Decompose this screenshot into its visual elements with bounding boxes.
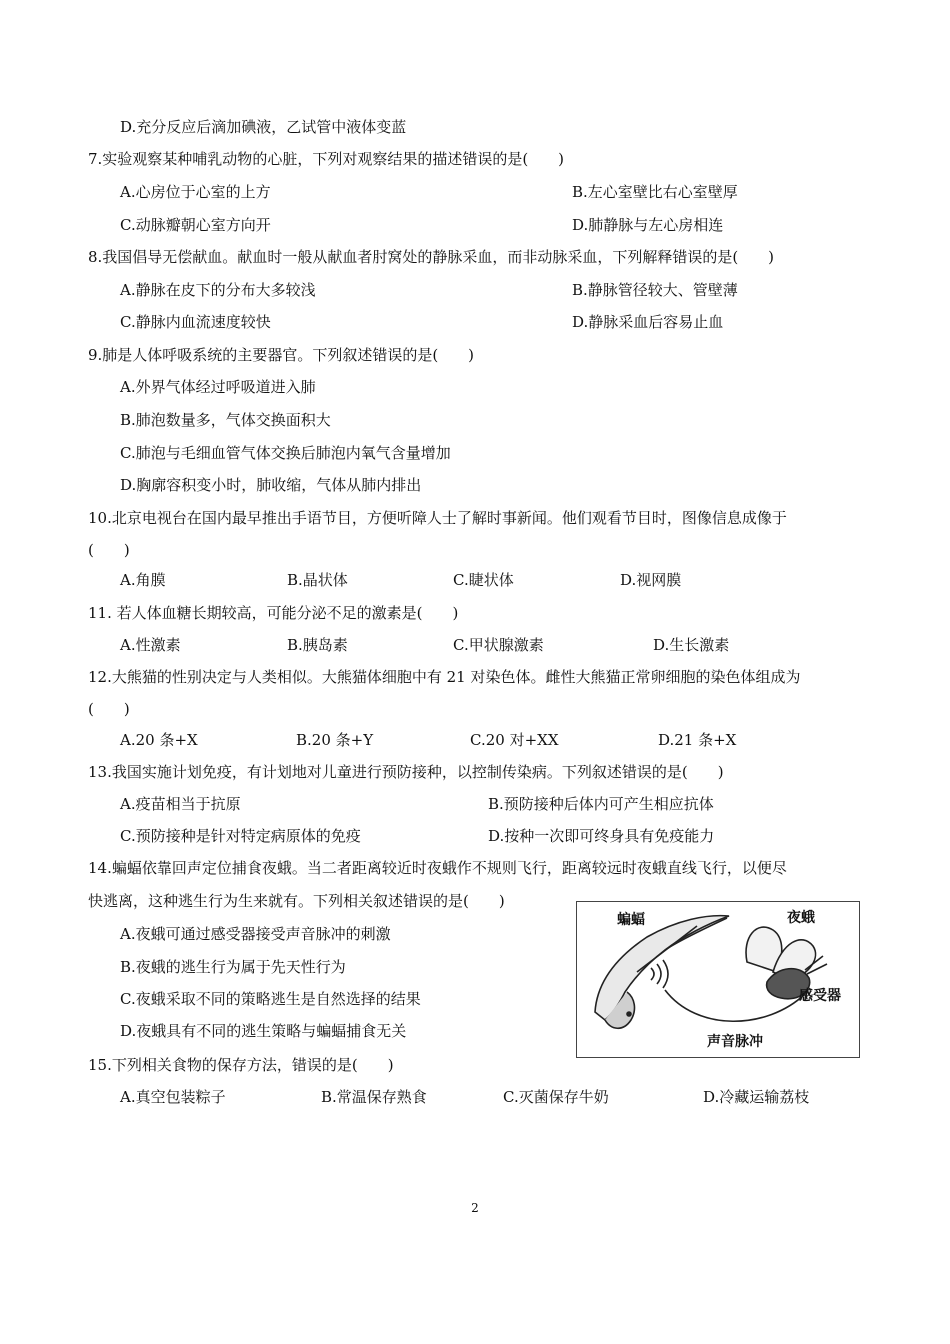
q13-stem: 13.我国实施计划免疫，有计划地对儿童进行预防接种，以控制传染病。下列叙述错误的是( )	[88, 763, 724, 781]
q12-option-c: C.20 对+XX	[470, 731, 559, 749]
q12-stem-line1: 12.大熊猫的性别决定与人类相似。大熊猫体细胞中有 21 对染色体。雌性大熊猫正常卵细胞的染色体组成为	[88, 668, 801, 686]
q8-option-a: A.静脉在皮下的分布大多较浅	[120, 281, 316, 299]
bat-moth-figure	[576, 901, 860, 1058]
q9-stem: 9.肺是人体呼吸系统的主要器官。下列叙述错误的是( )	[88, 346, 475, 364]
q13-option-a: A.疫苗相当于抗原	[120, 795, 241, 813]
q13-option-b: B.预防接种后体内可产生相应抗体	[488, 795, 714, 813]
q8-stem: 8.我国倡导无偿献血。献血时一般从献血者肘窝处的静脉采血，而非动脉采血，下列解释错误的是( )	[88, 248, 775, 266]
q15-stem: 15.下列相关食物的保存方法，错误的是( )	[88, 1056, 394, 1074]
q14-option-b: B.夜蛾的逃生行为属于先天性行为	[120, 958, 346, 976]
q15-option-b: B.常温保存熟食	[321, 1088, 427, 1106]
q7-option-a: A.心房位于心室的上方	[120, 183, 271, 201]
page-number: 2	[471, 1201, 479, 1215]
pulse-label: 声音脉冲	[707, 1034, 763, 1050]
q14-option-a: A.夜蛾可通过感受器接受声音脉冲的刺激	[120, 925, 391, 943]
q15-option-d: D.冷藏运输荔枝	[703, 1088, 810, 1106]
q12-stem-line2: ( )	[88, 700, 130, 718]
q8-option-c: C.静脉内血流速度较快	[120, 313, 271, 331]
q10-stem-line2: ( )	[88, 541, 130, 559]
q10-option-a: A.角膜	[120, 571, 166, 589]
q15-option-a: A.真空包装粽子	[120, 1088, 226, 1106]
q14-option-c: C.夜蛾采取不同的策略逃生是自然选择的结果	[120, 990, 421, 1008]
q14-option-d: D.夜蛾具有不同的逃生策略与蝙蝠捕食无关	[120, 1022, 407, 1040]
q7-stem: 7.实验观察某种哺乳动物的心脏，下列对观察结果的描述错误的是( )	[88, 150, 565, 168]
q14-stem-line2: 快逃离，这种逃生行为生来就有。下列相关叙述错误的是( )	[88, 892, 505, 910]
q10-option-c: C.睫状体	[453, 571, 514, 589]
q9-option-d: D.胸廓容积变小时，肺收缩，气体从肺内排出	[120, 476, 422, 494]
q8-option-b: B.静脉管径较大、管壁薄	[572, 281, 738, 299]
q8-option-d: D.静脉采血后容易止血	[572, 313, 724, 331]
q7-option-d: D.肺静脉与左心房相连	[572, 216, 724, 234]
q11-option-b: B.胰岛素	[287, 636, 348, 654]
q10-option-d: D.视网膜	[620, 571, 682, 589]
bat-label: 蝙蝠	[617, 912, 645, 928]
q7-option-b: B.左心室壁比右心室壁厚	[572, 183, 738, 201]
q9-option-c: C.肺泡与毛细血管气体交换后肺泡内氧气含量增加	[120, 444, 451, 462]
q11-option-c: C.甲状腺激素	[453, 636, 544, 654]
q11-option-d: D.生长激素	[653, 636, 730, 654]
q13-option-c: C.预防接种是针对特定病原体的免疫	[120, 827, 361, 845]
q15-option-c: C.灭菌保存牛奶	[503, 1088, 609, 1106]
q13-option-d: D.按种一次即可终身具有免疫能力	[488, 827, 715, 845]
q14-stem-line1: 14.蝙蝠依靠回声定位捕食夜蛾。当二者距离较近时夜蛾作不规则飞行，距离较远时夜蛾直线飞行，以便尽	[88, 859, 787, 877]
q12-option-b: B.20 条+Y	[296, 731, 374, 749]
q11-stem: 11. 若人体血糖长期较高，可能分泌不足的激素是( )	[88, 604, 459, 622]
q12-option-a: A.20 条+X	[120, 731, 198, 749]
q7-option-c: C.动脉瓣朝心室方向开	[120, 216, 271, 234]
q10-option-b: B.晶状体	[287, 571, 348, 589]
q9-option-b: B.肺泡数量多，气体交换面积大	[120, 411, 331, 429]
sound-wave-icon	[651, 960, 668, 988]
q12-option-d: D.21 条+X	[658, 731, 737, 749]
bat-icon	[595, 916, 729, 1029]
q11-option-a: A.性激素	[120, 636, 181, 654]
receptor-label: 感受器	[799, 988, 841, 1004]
q6-option-d: D.充分反应后滴加碘液，乙试管中液体变蓝	[120, 118, 407, 136]
moth-label: 夜蛾	[787, 910, 815, 926]
q9-option-a: A.外界气体经过呼吸道进入肺	[120, 378, 316, 396]
q10-stem-line1: 10.北京电视台在国内最早推出手语节目，方便听障人士了解时事新闻。他们观看节目时，图像信息成像于	[88, 509, 787, 527]
